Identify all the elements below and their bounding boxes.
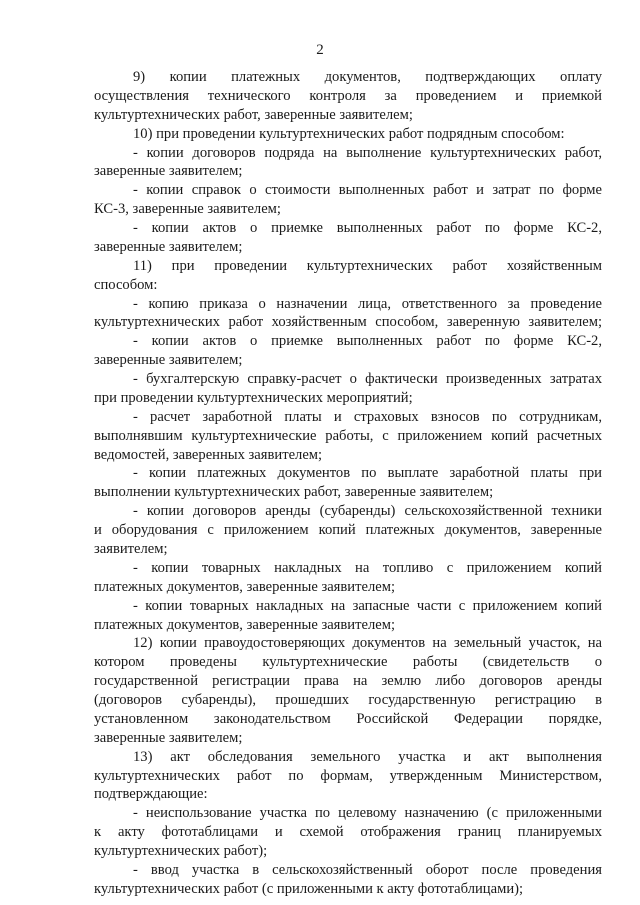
text-line: платежных документов, заверенные заявителем;: [94, 616, 396, 633]
text-line: платежных документов, заверенные заявителем;: [94, 578, 396, 595]
text-line: - ввод участка в сельскохозяйственный оборот после проведения: [133, 861, 602, 878]
text-line: осуществления технического контроля за проведением и приемкой: [94, 87, 602, 104]
text-line: государственной регистрации права на землю либо договоров аренды: [94, 673, 602, 690]
text-line: выполнявшим культуртехнические работы, с приложением копий расчетных: [94, 427, 602, 444]
text-line: заявителем;: [94, 541, 168, 557]
text-line: - расчет заработной платы и страховых взносов по сотрудникам,: [133, 408, 602, 425]
text-line: заверенные заявителем;: [94, 729, 243, 746]
text-line: заверенные заявителем;: [94, 238, 243, 255]
text-line: заверенные заявителем;: [94, 163, 243, 180]
text-line: 12) копии правоудостоверяющих документов на земельный участок, на: [133, 635, 602, 652]
text-line: - копии актов о приемке выполненных работ по форме КС-2,: [133, 333, 602, 350]
text-line: культуртехнических работ по формам, утвержденным Министерством,: [94, 767, 602, 784]
text-line: культуртехнических работ);: [94, 843, 268, 860]
text-line: установленном законодательством Российской Федерации порядке,: [94, 710, 602, 727]
page-number: 2: [316, 42, 324, 58]
text-line: (договоров субаренды), прошедших государственную регистрацию в: [94, 692, 602, 709]
text-line: - копии товарных накладных на запасные части с приложением копий: [133, 597, 602, 614]
text-line: способом:: [94, 276, 158, 293]
text-line: котором проведены культуртехнические работы (свидетельств о: [94, 654, 602, 671]
text-line: - копии товарных накладных на топливо с приложением копий: [133, 559, 602, 576]
text-line: при проведении культуртехнических мероприятий;: [94, 389, 413, 406]
text-line: культуртехнических работ хозяйственным способом, заверенную заявителем;: [94, 314, 602, 331]
text-line: - бухгалтерскую справку-расчет о фактически произведенных затратах: [133, 371, 602, 388]
text-line: подтверждающие:: [94, 786, 208, 803]
text-line: - копии актов о приемке выполненных работ по форме КС-2,: [133, 220, 602, 237]
text-line: 9) копии платежных документов, подтверждающих оплату: [133, 69, 602, 85]
text-line: - копии платежных документов по выплате заработной платы при: [133, 465, 602, 482]
text-line: 13) акт обследования земельного участка и акт выполнения: [133, 748, 602, 765]
text-line: культуртехнических работ, заверенные заявителем;: [94, 106, 413, 123]
text-line: - копии договоров подряда на выполнение культуртехнических работ,: [133, 144, 602, 161]
text-line: к акту фототаблицами и схемой отображения границ планируемых: [94, 824, 602, 841]
text-line: - неиспользование участка по целевому назначению (с приложенными: [133, 805, 602, 822]
text-line: ведомостей, заверенных заявителем;: [94, 446, 323, 463]
text-line: заверенные заявителем;: [94, 352, 243, 369]
text-line: выполнении культуртехнических работ, заверенные заявителем;: [94, 484, 494, 501]
text-line: 10) при проведении культуртехнических работ подрядным способом:: [133, 125, 565, 142]
text-line: культуртехнических работ (с приложенными к акту фототаблицами);: [94, 880, 524, 897]
text-line: КС-3, заверенные заявителем;: [94, 201, 281, 218]
text-line: - копии договоров аренды (субаренды) сельскохозяйственной техники: [133, 503, 602, 520]
text-line: и оборудования с приложением копий платежных документов, заверенные: [94, 522, 602, 539]
text-line: - копии справок о стоимости выполненных работ и затрат по форме: [133, 182, 602, 199]
text-line: - копию приказа о назначении лица, ответственного за проведение: [133, 295, 602, 312]
text-line: 11) при проведении культуртехнических работ хозяйственным: [133, 257, 602, 274]
